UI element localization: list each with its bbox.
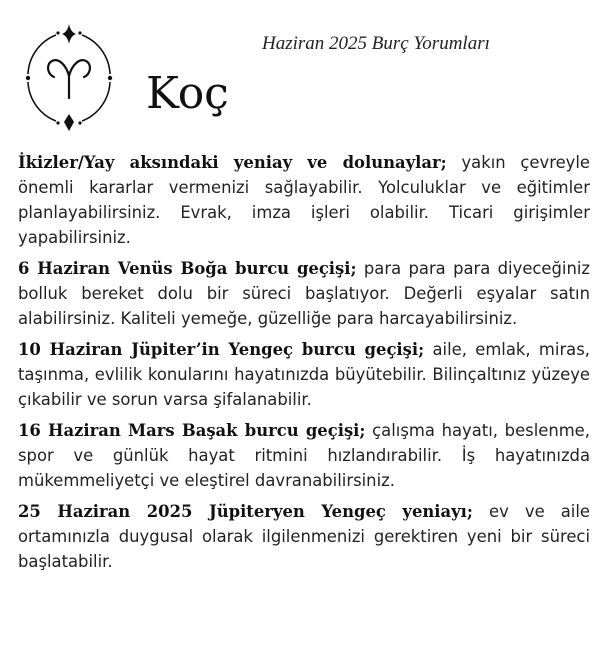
aries-symbol-icon bbox=[14, 18, 124, 138]
section-title: 16 Haziran Mars Başak burcu geçişi; bbox=[18, 421, 366, 440]
section-3 bbox=[18, 337, 590, 412]
section-5 bbox=[18, 499, 590, 574]
section-body: para para para diyeceğiniz bolluk bereket dolu bir süreci başlatıyor. Değerli eşyalar satın alabilirsiniz. Kaliteli yemeğe, güzelliğe para harcayabilirsiniz. bbox=[18, 259, 590, 328]
section-title: İkizler/Yay aksındaki yeniay ve dolunaylar; bbox=[18, 153, 447, 172]
section-title: 25 Haziran 2025 Jüpiteryen Yengeç yeniayı; bbox=[18, 502, 473, 521]
section-title: 10 Haziran Jüpiter’in Yengeç burcu geçişi; bbox=[18, 340, 425, 359]
section-4 bbox=[18, 418, 590, 493]
section-body: çalışma hayatı, beslenme, spor ve günlük hayat ritmini hızlandırabilir. İş hayatınızda mükemmeliyetçi ve eleştirel davranabilirsiniz. bbox=[18, 421, 590, 490]
section-body: aile, emlak, miras, taşınma, evlilik konularını hayatınızda büyütebilir. Bilinçaltınız yüzeye çıkabilir ve sorun varsa şifalanabilir. bbox=[18, 340, 590, 409]
aries-emblem bbox=[14, 18, 124, 138]
section-body: ev ve aile ortamınızla duygusal olarak ilgilenmenizi gerektiren yeni bir süreci başlatabilir. bbox=[18, 502, 590, 571]
section-body: yakın çevreyle önemli kararlar vermenizi sağlayabilir. Yolculuklar ve eğitimler planlayabilirsiniz. Evrak, imza işleri olabilir. Ticari girişimler yapabilirsiniz. bbox=[18, 153, 590, 247]
page-header bbox=[0, 0, 610, 150]
horoscope-content bbox=[18, 150, 590, 580]
report-title: Haziran 2025 Burç Yorumları bbox=[262, 33, 490, 54]
sign-name: Koç bbox=[146, 68, 229, 119]
section-2 bbox=[18, 256, 590, 331]
section-title: 6 Haziran Venüs Boğa burcu geçişi; bbox=[18, 259, 357, 278]
section-1 bbox=[18, 150, 590, 250]
